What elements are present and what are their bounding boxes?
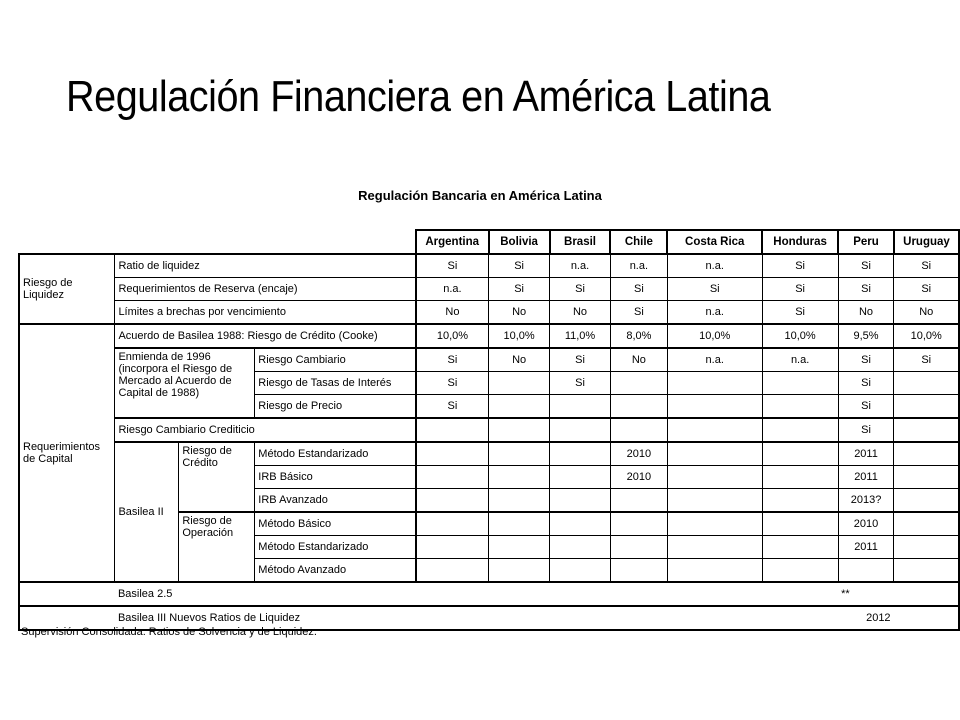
table-cell: 2011 [838,466,894,489]
table-cell: Si [838,395,894,419]
country-header: Argentina [416,230,489,254]
row-spacer [19,582,115,606]
table-cell: 10,0% [489,324,550,348]
table-cell: Si [762,278,838,301]
table-cell [416,536,489,559]
table-cell [489,395,550,419]
table-cell: Si [838,418,894,442]
table-cell: 8,0% [610,324,667,348]
table-cell [667,489,762,513]
table-cell [667,466,762,489]
table-cell: 10,0% [894,324,959,348]
table-cell: ** [838,582,959,606]
table-cell: Si [416,348,489,372]
table-cell: Si [550,348,611,372]
table-cell: No [416,301,489,325]
table-cell [667,418,762,442]
table-cell: n.a. [610,254,667,278]
table-cell: Si [762,301,838,325]
table-cell: Si [894,254,959,278]
table-cell [667,512,762,536]
header-row [19,230,959,254]
table-cell [550,559,611,583]
table-row [19,301,959,325]
table-cell [762,442,838,466]
table-cell: 2010 [610,442,667,466]
table-cell [610,489,667,513]
table-cell [416,442,489,466]
table-cell [489,442,550,466]
country-header: Peru [838,230,894,254]
table-cell [762,395,838,419]
table-cell: No [489,348,550,372]
table-row [19,324,959,348]
table-cell: Si [838,254,894,278]
table-cell [610,418,667,442]
table-cell [489,559,550,583]
table-cell [762,489,838,513]
table-cell [416,418,489,442]
table-cell [489,466,550,489]
table-cell [550,418,611,442]
table-cell [550,536,611,559]
table-cell [894,442,959,466]
table-cell [894,489,959,513]
table-cell: 2010 [838,512,894,536]
table-cell [416,466,489,489]
table-cell: 10,0% [667,324,762,348]
table-cell [762,559,838,583]
table-cell [894,536,959,559]
table-cell: Si [416,395,489,419]
table-cell [762,536,838,559]
table-cell: 9,5% [838,324,894,348]
row-label: Riesgo Cambiario Crediticio [115,418,416,442]
operacion-label: Riesgo de Operación [179,512,255,582]
table-cell: Si [489,254,550,278]
table-cell [894,372,959,395]
table-cell [416,512,489,536]
table-cell: 10,0% [762,324,838,348]
group-label-liquidez: Riesgo de Liquidez [19,254,115,324]
table-cell [489,536,550,559]
table-cell: Si [610,301,667,325]
row-label: Riesgo Cambiario [255,348,416,372]
table-cell [762,466,838,489]
table-cell [489,489,550,513]
table-cell: n.a. [762,348,838,372]
table-row [19,278,959,301]
table-cell [667,536,762,559]
table-cell [610,512,667,536]
table-cell: n.a. [550,254,611,278]
table-cell [667,559,762,583]
table-cell: 2010 [610,466,667,489]
table-cell [762,512,838,536]
slide-title: Regulación Financiera en América Latina [66,72,771,121]
table-cell [550,489,611,513]
table-cell [550,395,611,419]
enmienda-label: Enmienda de 1996 (incorpora el Riesgo de Mercado al Acuerdo de Capital de 1988) [115,348,255,418]
table-cell: No [838,301,894,325]
country-header: Honduras [762,230,838,254]
table-cell: Si [838,348,894,372]
table-cell [416,489,489,513]
table-cell [610,372,667,395]
table-cell [894,512,959,536]
table-cell [894,395,959,419]
table-cell: Si [838,278,894,301]
table-cell: n.a. [667,348,762,372]
table-cell [762,418,838,442]
table-cell [894,466,959,489]
row-label: Basilea 2.5 [115,582,838,606]
table-cell [610,395,667,419]
table-cell: n.a. [667,254,762,278]
table-cell: n.a. [416,278,489,301]
table-cell: Si [550,372,611,395]
table-cell [838,559,894,583]
row-label: Método Estandarizado [255,536,416,559]
table-cell [667,395,762,419]
table-cell: Si [550,278,611,301]
table-cell: No [489,301,550,325]
row-label: IRB Básico [255,466,416,489]
table-cell: 2012 [838,606,959,630]
table-row [19,254,959,278]
table-cell: 11,0% [550,324,611,348]
row-label: Riesgo de Precio [255,395,416,419]
table-cell [894,559,959,583]
row-label: Límites a brechas por vencimiento [115,301,416,325]
country-header: Costa Rica [667,230,762,254]
country-header: Chile [610,230,667,254]
table-cell [489,512,550,536]
table-row [19,442,959,466]
table-cell: Si [416,254,489,278]
table-cell [489,372,550,395]
table-cell [550,466,611,489]
table-cell: Si [610,278,667,301]
table-row [19,348,959,372]
group-label-capital: Requerimientos de Capital [19,324,115,582]
table-row [19,582,959,606]
table-cell: Si [416,372,489,395]
table-cell [762,372,838,395]
table-cell [667,442,762,466]
country-header: Uruguay [894,230,959,254]
row-label: Método Básico [255,512,416,536]
table-cell: Si [838,372,894,395]
table-cell: No [610,348,667,372]
table-cell: Si [894,348,959,372]
table-cell [610,536,667,559]
table-cell: 2013? [838,489,894,513]
table-cell: Si [762,254,838,278]
table-cell: Si [489,278,550,301]
table-cell [894,418,959,442]
table-cell: n.a. [667,301,762,325]
header-spacer [19,230,416,254]
table-cell [416,559,489,583]
table-cell: No [550,301,611,325]
country-header: Brasil [550,230,611,254]
country-header: Bolivia [489,230,550,254]
table-cell: 10,0% [416,324,489,348]
table-cell: No [894,301,959,325]
row-label: IRB Avanzado [255,489,416,513]
table-cell [489,418,550,442]
table-cell: 2011 [838,442,894,466]
table-title: Regulación Bancaria en América Latina [358,188,602,203]
row-label: Ratio de liquidez [115,254,416,278]
row-label: Acuerdo de Basilea 1988: Riesgo de Crédito (Cooke) [115,324,416,348]
table-cell: 2011 [838,536,894,559]
credito-label: Riesgo de Crédito [179,442,255,512]
regulation-table [18,229,960,631]
table-cell [610,559,667,583]
row-label: Método Estandarizado [255,442,416,466]
table-cell: Si [667,278,762,301]
row-label: Basilea III Nuevos Ratios de Liquidez [115,606,838,630]
table-cell [550,442,611,466]
table-row [19,418,959,442]
footnote: Supervisión Consolidada: Ratios de Solvencia y de Liquidez. [21,626,317,638]
row-label: Riesgo de Tasas de Interés [255,372,416,395]
row-label: Requerimientos de Reserva (encaje) [115,278,416,301]
table-cell: Si [894,278,959,301]
row-label: Método Avanzado [255,559,416,583]
table-cell [667,372,762,395]
basilea2-label: Basilea II [115,442,179,582]
table-cell [550,512,611,536]
